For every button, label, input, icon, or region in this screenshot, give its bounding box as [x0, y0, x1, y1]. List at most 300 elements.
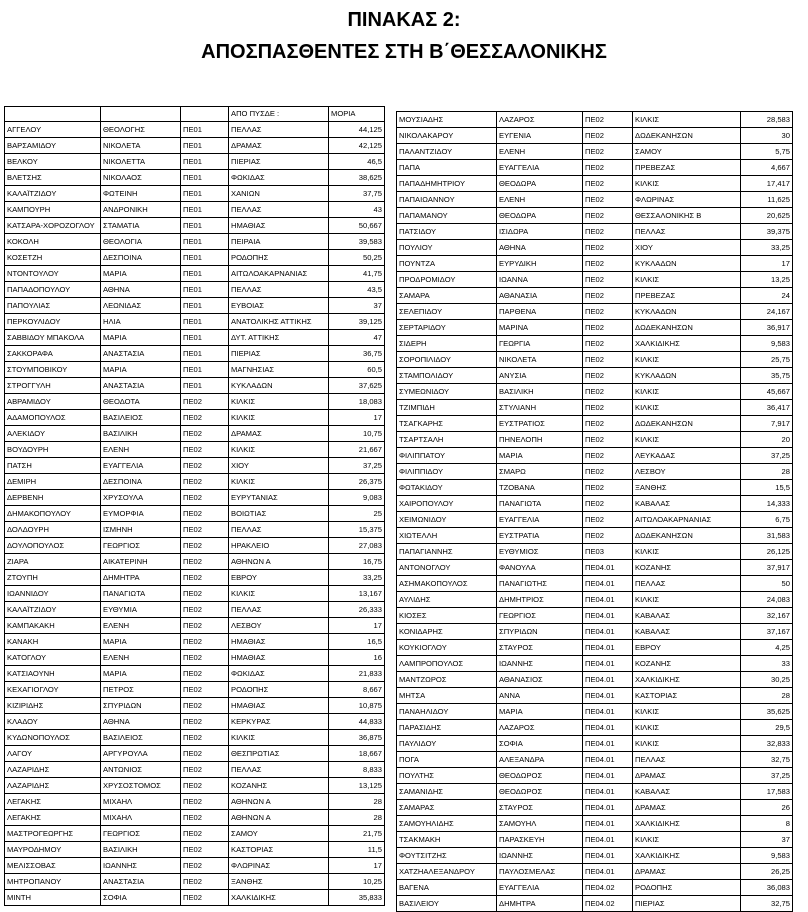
specialty-cell: ΠΕ04.01	[583, 832, 633, 848]
surname-cell: ΣΑΜΑΝΙΔΗΣ	[397, 784, 497, 800]
specialty-cell: ΠΕ01	[181, 362, 229, 378]
table-row	[5, 410, 385, 426]
specialty-cell: ΠΕ04.01	[583, 624, 633, 640]
origin-cell: ΘΕΣΠΡΩΤΙΑΣ	[229, 746, 329, 762]
surname-cell: ΠΑΤΣΗ	[5, 458, 101, 474]
specialty-cell: ΠΕ04.01	[583, 704, 633, 720]
surname-cell: ΝΙΚΟΛΑΚΑΡΟΥ	[397, 128, 497, 144]
table-row	[397, 496, 793, 512]
origin-cell: ΜΑΓΝΗΣΙΑΣ	[229, 362, 329, 378]
table-row	[5, 538, 385, 554]
origin-cell: ΠΕΛΛΑΣ	[229, 202, 329, 218]
origin-cell: ΠΕΛΛΑΣ	[633, 224, 741, 240]
firstname-cell: ΙΩΑΝΝΑ	[497, 272, 583, 288]
origin-cell: ΧΙΟΥ	[229, 458, 329, 474]
points-cell: 37,75	[329, 186, 385, 202]
origin-cell: ΚΙΛΚΙΣ	[633, 400, 741, 416]
table-row	[397, 192, 793, 208]
origin-cell: ΑΝΑΤΟΛΙΚΗΣ ΑΤΤΙΚΗΣ	[229, 314, 329, 330]
table-row	[397, 304, 793, 320]
points-cell: 36,917	[741, 320, 793, 336]
points-cell: 27,083	[329, 538, 385, 554]
points-cell: 38,625	[329, 170, 385, 186]
points-cell: 37,167	[741, 624, 793, 640]
origin-cell: ΚΑΣΤΟΡΙΑΣ	[633, 688, 741, 704]
specialty-cell: ΠΕ04.01	[583, 608, 633, 624]
points-cell: 24,167	[741, 304, 793, 320]
table-row	[5, 282, 385, 298]
surname-cell: ΣΑΜΑΡΑΣ	[397, 800, 497, 816]
table-row	[397, 112, 793, 128]
table-row	[397, 624, 793, 640]
specialty-cell: ΠΕ01	[181, 346, 229, 362]
origin-cell: ΔΩΔΕΚΑΝΗΣΩΝ	[633, 128, 741, 144]
firstname-cell: ΝΙΚΟΛΕΤΑ	[101, 138, 181, 154]
table-row	[397, 224, 793, 240]
firstname-cell: ΑΛΕΞΑΝΔΡΑ	[497, 752, 583, 768]
surname-cell: ΚΙΟΣΕΣ	[397, 608, 497, 624]
specialty-cell: ΠΕ02	[181, 810, 229, 826]
firstname-cell: ΑΝΔΡΟΝΙΚΗ	[101, 202, 181, 218]
surname-cell: ΜΑΥΡΟΔΗΜΟΥ	[5, 842, 101, 858]
surname-cell: ΠΟΥΛΤΗΣ	[397, 768, 497, 784]
firstname-cell: ΒΑΣΙΛΙΚΗ	[497, 384, 583, 400]
firstname-cell: ΕΥΑΓΓΕΛΙΑ	[497, 512, 583, 528]
surname-cell: ΝΤΟΝΤΟΥΛΟΥ	[5, 266, 101, 282]
origin-cell: ΚΥΚΛΑΔΩΝ	[229, 378, 329, 394]
table-row	[5, 186, 385, 202]
table-row	[397, 608, 793, 624]
origin-cell: ΗΜΑΘΙΑΣ	[229, 634, 329, 650]
firstname-cell: ΕΥΑΓΓΕΛΙΑ	[101, 458, 181, 474]
table-row	[5, 490, 385, 506]
points-cell: 60,5	[329, 362, 385, 378]
origin-cell: ΛΕΣΒΟΥ	[633, 464, 741, 480]
points-cell: 10,875	[329, 698, 385, 714]
surname-cell: ΠΑΠΑΔΗΜΗΤΡΙΟΥ	[397, 176, 497, 192]
firstname-cell: ΒΑΣΙΛΕΙΟΣ	[101, 410, 181, 426]
points-cell: 8	[741, 816, 793, 832]
surname-cell: ΛΑΖΑΡΙΔΗΣ	[5, 778, 101, 794]
origin-cell: ΠΕΛΛΑΣ	[633, 576, 741, 592]
specialty-cell: ΠΕ02	[583, 160, 633, 176]
origin-cell: ΑΘΗΝΩΝ Α	[229, 794, 329, 810]
table-row	[397, 784, 793, 800]
points-cell: 37,25	[741, 448, 793, 464]
points-cell: 44,125	[329, 122, 385, 138]
table-row	[397, 272, 793, 288]
table-row	[5, 666, 385, 682]
specialty-cell: ΠΕ02	[181, 778, 229, 794]
table-row	[397, 240, 793, 256]
specialty-cell: ΠΕ02	[181, 522, 229, 538]
table-row	[5, 122, 385, 138]
points-cell: 25	[329, 506, 385, 522]
origin-cell: ΡΟΔΟΠΗΣ	[229, 682, 329, 698]
specialty-cell: ΠΕ02	[181, 762, 229, 778]
surname-cell: ΑΒΡΑΜΙΔΟΥ	[5, 394, 101, 410]
table-row	[5, 826, 385, 842]
table-row	[397, 704, 793, 720]
firstname-cell: ΔΗΜΗΤΡΑ	[497, 896, 583, 912]
table-row	[397, 592, 793, 608]
specialty-cell: ΠΕ04.01	[583, 688, 633, 704]
points-cell: 37,625	[329, 378, 385, 394]
origin-cell: ΠΕΛΛΑΣ	[229, 282, 329, 298]
table-row	[397, 864, 793, 880]
firstname-cell: ΘΕΟΔΩΡΑ	[497, 176, 583, 192]
origin-cell: ΚΙΛΚΙΣ	[229, 586, 329, 602]
table-row	[397, 720, 793, 736]
table-row	[5, 650, 385, 666]
origin-cell: ΠΕΙΡΑΙΑ	[229, 234, 329, 250]
origin-cell: ΧΑΛΚΙΔΙΚΗΣ	[633, 816, 741, 832]
table-row	[5, 634, 385, 650]
specialty-cell: ΠΕ04.01	[583, 848, 633, 864]
surname-cell: ΠΑΛΑΝΤΖΙΔΟΥ	[397, 144, 497, 160]
origin-cell: ΡΟΔΟΠΗΣ	[633, 880, 741, 896]
table-row	[397, 208, 793, 224]
table-row	[5, 842, 385, 858]
origin-cell: ΚΑΒΑΛΑΣ	[633, 624, 741, 640]
surname-cell: ΦΩΤΑΚΙΔΟΥ	[397, 480, 497, 496]
table-row	[397, 480, 793, 496]
points-cell: 13,125	[329, 778, 385, 794]
table-row	[397, 832, 793, 848]
firstname-cell: ΜΑΡΙΑ	[497, 448, 583, 464]
specialty-cell: ΠΕ02	[181, 826, 229, 842]
table-row	[397, 160, 793, 176]
surname-cell: ΜΑΝΤΖΩΡΟΣ	[397, 672, 497, 688]
table-row	[5, 778, 385, 794]
specialty-cell: ΠΕ04.02	[583, 880, 633, 896]
origin-cell: ΔΡΑΜΑΣ	[633, 864, 741, 880]
firstname-cell: ΠΑΡΘΕΝΑ	[497, 304, 583, 320]
firstname-cell: ΓΕΩΡΓΙΟΣ	[101, 826, 181, 842]
surname-cell: ΚΕΧΑΓΙΟΓΛΟΥ	[5, 682, 101, 698]
points-cell: 37,25	[741, 768, 793, 784]
header-cell: ΑΠΟ ΠΥΣΔΕ :	[229, 107, 329, 122]
specialty-cell: ΠΕ02	[181, 890, 229, 906]
firstname-cell: ΘΕΟΔΩΡΑ	[497, 208, 583, 224]
firstname-cell: ΑΝΤΩΝΙΟΣ	[101, 762, 181, 778]
firstname-cell: ΝΙΚΟΛΕΤΑ	[497, 352, 583, 368]
origin-cell: ΠΙΕΡΙΑΣ	[229, 154, 329, 170]
points-cell: 26,333	[329, 602, 385, 618]
points-cell: 25,75	[741, 352, 793, 368]
specialty-cell: ΠΕ02	[583, 336, 633, 352]
origin-cell: ΚΥΚΛΑΔΩΝ	[633, 368, 741, 384]
surname-cell: ΠΑΡΑΣΙΔΗΣ	[397, 720, 497, 736]
specialty-cell: ΠΕ02	[181, 442, 229, 458]
table-row	[5, 874, 385, 890]
specialty-cell: ΠΕ04.01	[583, 592, 633, 608]
specialty-cell: ΠΕ02	[181, 794, 229, 810]
specialty-cell: ΠΕ04.01	[583, 672, 633, 688]
firstname-cell: ΙΩΑΝΝΗΣ	[497, 656, 583, 672]
left-table	[4, 106, 385, 906]
surname-cell: ΛΑΖΑΡΙΔΗΣ	[5, 762, 101, 778]
points-cell: 11,625	[741, 192, 793, 208]
table-row	[5, 346, 385, 362]
firstname-cell: ΘΕΟΔΟΤΑ	[101, 394, 181, 410]
origin-cell: ΦΩΚΙΔΑΣ	[229, 666, 329, 682]
firstname-cell: ΠΑΝΑΓΙΩΤΑ	[497, 496, 583, 512]
firstname-cell: ΜΑΡΙΑ	[101, 362, 181, 378]
points-cell: 41,75	[329, 266, 385, 282]
page-title-line2: ΑΠΟΣΠΑΣΘΕΝΤΕΣ ΣΤΗ Β΄ΘΕΣΣΑΛΟΝΙΚΗΣ	[201, 41, 607, 63]
points-cell: 32,75	[741, 896, 793, 912]
specialty-cell: ΠΕ02	[583, 432, 633, 448]
specialty-cell: ΠΕ02	[583, 304, 633, 320]
firstname-cell: ΘΕΟΛΟΓΙΑ	[101, 234, 181, 250]
specialty-cell: ΠΕ02	[181, 410, 229, 426]
specialty-cell: ΠΕ02	[583, 368, 633, 384]
points-cell: 30	[741, 128, 793, 144]
firstname-cell: ΑΝΝΑ	[497, 688, 583, 704]
table-header-row	[5, 107, 385, 122]
surname-cell: ΜΗΤΡΟΠΑΝΟΥ	[5, 874, 101, 890]
surname-cell: ΑΛΕΚΙΔΟΥ	[5, 426, 101, 442]
origin-cell: ΒΟΙΩΤΙΑΣ	[229, 506, 329, 522]
points-cell: 17	[741, 256, 793, 272]
origin-cell: ΑΘΗΝΩΝ Α	[229, 810, 329, 826]
surname-cell: ΒΑΡΣΑΜΙΔΟΥ	[5, 138, 101, 154]
points-cell: 33	[741, 656, 793, 672]
firstname-cell: ΑΘΑΝΑΣΙΟΣ	[497, 672, 583, 688]
points-cell: 47	[329, 330, 385, 346]
table-row	[5, 202, 385, 218]
points-cell: 7,917	[741, 416, 793, 432]
specialty-cell: ΠΕ02	[181, 490, 229, 506]
origin-cell: ΔΥΤ. ΑΤΤΙΚΗΣ	[229, 330, 329, 346]
firstname-cell: ΜΑΡΙΑ	[101, 330, 181, 346]
table-row	[5, 170, 385, 186]
specialty-cell: ΠΕ02	[181, 586, 229, 602]
points-cell: 39,125	[329, 314, 385, 330]
table-row	[5, 154, 385, 170]
firstname-cell: ΘΕΟΛΟΓΗΣ	[101, 122, 181, 138]
specialty-cell: ΠΕ02	[181, 458, 229, 474]
table-row	[397, 736, 793, 752]
firstname-cell: ΠΑΡΑΣΚΕΥΗ	[497, 832, 583, 848]
firstname-cell: ΜΑΡΙΑ	[497, 704, 583, 720]
points-cell: 42,125	[329, 138, 385, 154]
points-cell: 32,167	[741, 608, 793, 624]
specialty-cell: ΠΕ01	[181, 378, 229, 394]
points-cell: 33,25	[741, 240, 793, 256]
specialty-cell: ΠΕ02	[181, 730, 229, 746]
origin-cell: ΠΡΕΒΕΖΑΣ	[633, 160, 741, 176]
firstname-cell: ΣΜΑΡΩ	[497, 464, 583, 480]
surname-cell: ΚΑΛΑΪΤΖΙΔΟΥ	[5, 186, 101, 202]
firstname-cell: ΣΟΦΙΑ	[497, 736, 583, 752]
surname-cell: ΜΑΣΤΡΟΓΕΩΡΓΗΣ	[5, 826, 101, 842]
firstname-cell: ΗΛΙΑ	[101, 314, 181, 330]
origin-cell: ΔΡΑΜΑΣ	[229, 426, 329, 442]
specialty-cell: ΠΕ04.01	[583, 752, 633, 768]
specialty-cell: ΠΕ02	[583, 464, 633, 480]
firstname-cell: ΛΑΖΑΡΟΣ	[497, 112, 583, 128]
firstname-cell: ΝΙΚΟΛΕΤΤΑ	[101, 154, 181, 170]
firstname-cell: ΕΥΘΥΜΙΟΣ	[497, 544, 583, 560]
firstname-cell: ΒΑΣΙΛΙΚΗ	[101, 842, 181, 858]
surname-cell: ΧΕΙΜΩΝΙΔΟΥ	[397, 512, 497, 528]
specialty-cell: ΠΕ02	[181, 874, 229, 890]
points-cell: 17,583	[741, 784, 793, 800]
specialty-cell: ΠΕ02	[583, 400, 633, 416]
firstname-cell: ΑΡΓΥΡΟΥΛΑ	[101, 746, 181, 762]
points-cell: 28	[741, 464, 793, 480]
firstname-cell: ΙΣΜΗΝΗ	[101, 522, 181, 538]
surname-cell: ΔΕΜΙΡΗ	[5, 474, 101, 490]
firstname-cell: ΘΕΟΔΩΡΟΣ	[497, 768, 583, 784]
surname-cell: ΣΤΑΜΠΟΛΙΔΟΥ	[397, 368, 497, 384]
table-row	[397, 640, 793, 656]
surname-cell: ΑΓΓΕΛΟΥ	[5, 122, 101, 138]
table-row	[397, 800, 793, 816]
specialty-cell: ΠΕ02	[181, 682, 229, 698]
origin-cell: ΧΙΟΥ	[633, 240, 741, 256]
origin-cell: ΚΑΣΤΟΡΙΑΣ	[229, 842, 329, 858]
surname-cell: ΚΑΤΟΓΛΟΥ	[5, 650, 101, 666]
origin-cell: ΔΡΑΜΑΣ	[633, 800, 741, 816]
origin-cell: ΚΟΖΑΝΗΣ	[633, 560, 741, 576]
origin-cell: ΚΙΛΚΙΣ	[633, 272, 741, 288]
points-cell: 15,5	[741, 480, 793, 496]
points-cell: 26,25	[741, 864, 793, 880]
origin-cell: ΧΑΛΚΙΔΙΚΗΣ	[633, 336, 741, 352]
surname-cell: ΣΤΟΥΜΠΟΒΙΚΟΥ	[5, 362, 101, 378]
origin-cell: ΗΜΑΘΙΑΣ	[229, 218, 329, 234]
points-cell: 36,75	[329, 346, 385, 362]
table-row	[5, 298, 385, 314]
firstname-cell: ΒΑΣΙΛΕΙΟΣ	[101, 730, 181, 746]
points-cell: 16,75	[329, 554, 385, 570]
surname-cell: ΑΝΤΟΝΟΓΛΟΥ	[397, 560, 497, 576]
origin-cell: ΚΙΛΚΙΣ	[229, 474, 329, 490]
table-row	[397, 448, 793, 464]
points-cell: 13,167	[329, 586, 385, 602]
origin-cell: ΧΑΛΚΙΔΙΚΗΣ	[633, 848, 741, 864]
origin-cell: ΔΡΑΜΑΣ	[229, 138, 329, 154]
firstname-cell: ΣΤΑΥΡΟΣ	[497, 800, 583, 816]
surname-cell: ΜΕΛΙΣΣΟΒΑΣ	[5, 858, 101, 874]
surname-cell: ΔΟΛΔΟΥΡΗ	[5, 522, 101, 538]
specialty-cell: ΠΕ02	[583, 112, 633, 128]
table-row	[397, 688, 793, 704]
firstname-cell: ΕΥΣΤΡΑΤΙΑ	[497, 528, 583, 544]
table-row	[5, 458, 385, 474]
points-cell: 36,083	[741, 880, 793, 896]
firstname-cell: ΑΘΑΝΑΣΙΑ	[497, 288, 583, 304]
origin-cell: ΠΕΛΛΑΣ	[229, 762, 329, 778]
firstname-cell: ΑΝΑΣΤΑΣΙΑ	[101, 378, 181, 394]
points-cell: 15,375	[329, 522, 385, 538]
points-cell: 26	[741, 800, 793, 816]
surname-cell: ΠΑΠΑΔΟΠΟΥΛΟΥ	[5, 282, 101, 298]
points-cell: 43,5	[329, 282, 385, 298]
points-cell: 17	[329, 858, 385, 874]
points-cell: 50	[741, 576, 793, 592]
origin-cell: ΑΘΗΝΩΝ Α	[229, 554, 329, 570]
firstname-cell: ΜΑΡΙΑ	[101, 634, 181, 650]
specialty-cell: ΠΕ02	[181, 474, 229, 490]
surname-cell: ΧΑΙΡΟΠΟΥΛΟΥ	[397, 496, 497, 512]
table-row	[397, 528, 793, 544]
specialty-cell: ΠΕ02	[583, 240, 633, 256]
firstname-cell: ΓΕΩΡΓΙΟΣ	[497, 608, 583, 624]
firstname-cell: ΜΑΡΙΝΑ	[497, 320, 583, 336]
header-cell	[5, 107, 101, 122]
origin-cell: ΚΑΒΑΛΑΣ	[633, 784, 741, 800]
surname-cell: ΠΑΝΑΗΛΙΔΟΥ	[397, 704, 497, 720]
surname-cell: ΣΤΡΟΓΓΥΛΗ	[5, 378, 101, 394]
origin-cell: ΞΑΝΘΗΣ	[229, 874, 329, 890]
origin-cell: ΘΕΣΣΑΛΟΝΙΚΗΣ Β	[633, 208, 741, 224]
surname-cell: ΒΟΥΔΟΥΡΗ	[5, 442, 101, 458]
specialty-cell: ΠΕ02	[583, 512, 633, 528]
points-cell: 32,833	[741, 736, 793, 752]
specialty-cell: ΠΕ01	[181, 298, 229, 314]
points-cell: 29,5	[741, 720, 793, 736]
table-row	[397, 752, 793, 768]
specialty-cell: ΠΕ02	[181, 618, 229, 634]
origin-cell: ΦΛΩΡΙΝΑΣ	[229, 858, 329, 874]
firstname-cell: ΠΑΝΑΓΙΩΤΗΣ	[497, 576, 583, 592]
firstname-cell: ΕΥΡΥΔΙΚΗ	[497, 256, 583, 272]
points-cell: 17	[329, 618, 385, 634]
points-cell: 21,667	[329, 442, 385, 458]
points-cell: 31,583	[741, 528, 793, 544]
specialty-cell: ΠΕ01	[181, 282, 229, 298]
firstname-cell: ΕΥΑΓΓΕΛΙΑ	[497, 880, 583, 896]
origin-cell: ΛΕΥΚΑΔΑΣ	[633, 448, 741, 464]
points-cell: 35,625	[741, 704, 793, 720]
table-row	[5, 330, 385, 346]
specialty-cell: ΠΕ02	[583, 480, 633, 496]
surname-cell: ΠΑΠΑΙΩΑΝΝΟΥ	[397, 192, 497, 208]
points-cell: 33,25	[329, 570, 385, 586]
surname-cell: ΠΟΓΑ	[397, 752, 497, 768]
surname-cell: ΛΑΜΠΡΟΠΟΥΛΟΣ	[397, 656, 497, 672]
firstname-cell: ΠΗΝΕΛΟΠΗ	[497, 432, 583, 448]
table-row	[397, 256, 793, 272]
points-cell: 24,083	[741, 592, 793, 608]
table-row	[5, 714, 385, 730]
points-cell: 13,25	[741, 272, 793, 288]
table-row	[397, 768, 793, 784]
table-row	[397, 512, 793, 528]
firstname-cell: ΣΤΑΜΑΤΙΑ	[101, 218, 181, 234]
firstname-cell: ΒΑΣΙΛΙΚΗ	[101, 426, 181, 442]
surname-cell: ΑΥΛΙΔΗΣ	[397, 592, 497, 608]
table-row	[5, 442, 385, 458]
specialty-cell: ΠΕ02	[583, 224, 633, 240]
points-cell: 11,5	[329, 842, 385, 858]
points-cell: 21,833	[329, 666, 385, 682]
surname-cell: ΚΑΛΑΪΤΖΙΔΟΥ	[5, 602, 101, 618]
origin-cell: ΚΙΛΚΙΣ	[633, 432, 741, 448]
firstname-cell: ΔΕΣΠΟΙΝΑ	[101, 474, 181, 490]
origin-cell: ΚΙΛΚΙΣ	[633, 832, 741, 848]
specialty-cell: ΠΕ02	[181, 746, 229, 762]
firstname-cell: ΤΖΟΒΑΝΑ	[497, 480, 583, 496]
firstname-cell: ΛΕΩΝΙΔΑΣ	[101, 298, 181, 314]
table-row	[5, 618, 385, 634]
origin-cell: ΧΑΝΙΩΝ	[229, 186, 329, 202]
firstname-cell: ΕΥΓΕΝΙΑ	[497, 128, 583, 144]
